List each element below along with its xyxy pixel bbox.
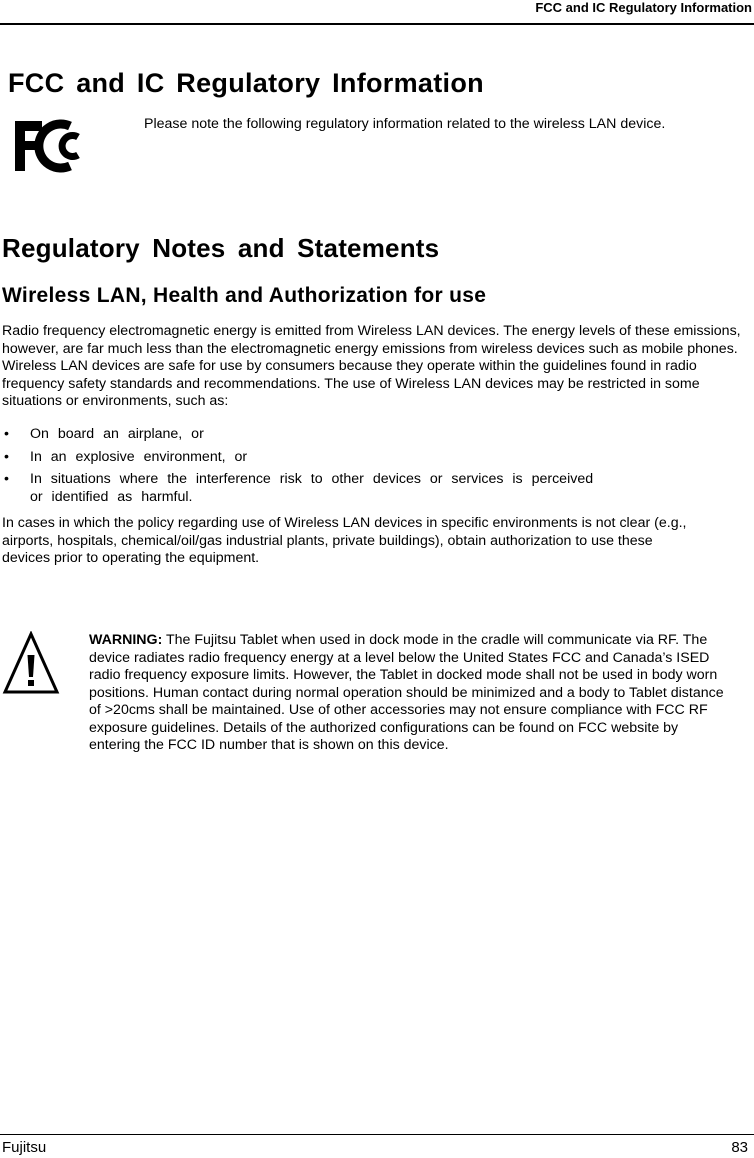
bullet-icon: •: [4, 448, 9, 465]
bullet-icon: •: [4, 426, 9, 442]
bullet-icon: •: [4, 471, 9, 487]
section-heading: Regulatory Notes and Statements: [2, 233, 440, 263]
warning-label: WARNING:: [89, 632, 163, 648]
warning-notice: [89, 632, 729, 755]
page-number: 83: [731, 1139, 748, 1156]
warning-triangle-icon: [2, 631, 60, 695]
list-item: • In situations where the interference risk to other devices or services is perceived or identified as harmful.: [4, 471, 594, 505]
body-paragraph: Radio frequency electromagnetic energy is emitted from Wireless LAN devices. The energy levels of these emissions, however, are far much less than the electromagnetic energy emissions from wireless devices such as mobile phones. Wireless LAN devices are safe for use by consumers because they operate within the guidelines found in radio frequency safety standards and recommendations. The use of Wireless LAN devices may be restricted in some situations or environments, such as:: [2, 323, 741, 409]
subsection-heading: Wireless LAN, Health and Authorization for use: [2, 284, 487, 307]
page-title: FCC and IC Regulatory Information: [8, 68, 484, 98]
footer-rule: [0, 1134, 754, 1135]
header-rule: [0, 23, 754, 25]
list-item: • In an explosive environment, or: [4, 448, 248, 465]
intro-paragraph: Please note the following regulatory information related to the wireless LAN device.: [144, 116, 666, 132]
list-item: • On board an airplane, or: [4, 426, 204, 442]
bullet-list: [2, 426, 602, 511]
running-header: FCC and IC Regulatory Information: [535, 0, 752, 15]
footer-brand: Fujitsu: [2, 1139, 47, 1156]
fcc-logo-icon: [12, 118, 90, 174]
warning-text: The Fujitsu Tablet when used in dock mode in the cradle will communicate via RF. The device radiates radio frequency energy at a level below the United States FCC and Canada’s ISED radio frequency exposure limits. However, the Tablet in docked mode shall not be used in body worn positions. Human contact during normal operation should be minimized and a body to Tablet distance of >20cms shall be maintained. Use of other accessories may not ensure compliance with FCC RF exposure guidelines. Details of the authorized configurations can be found on FCC website by entering the FCC ID number that is shown on this device.: [89, 632, 724, 753]
body-paragraph: In cases in which the policy regarding use of Wireless LAN devices in specific environments is not clear (e.g., airports, hospitals, chemical/oil/gas industrial plants, private buildings), obtain authorization to use these devices prior to operating the equipment.: [2, 515, 687, 566]
